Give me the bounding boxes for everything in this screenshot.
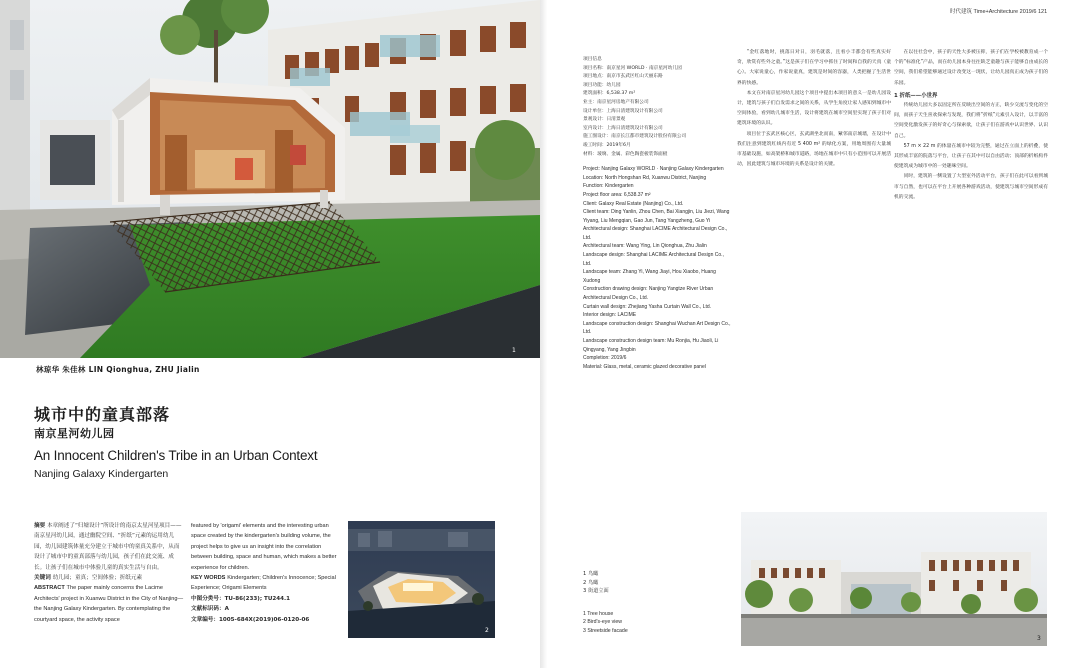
- body-paragraph: 57 m × 22 m 的体量在城市中较为完整，通过在立面上的折叠，使其形成丰富的院落与平台，让孩子在其中可以自由活动；顶部的折纸构件使建筑成为城市中的一处趣味空间。: [894, 143, 1048, 170]
- info-en-line: Material: Glass, metal, ceramic glazed decorative panel: [583, 363, 706, 370]
- streetside-facade-illustration: [741, 512, 1047, 646]
- info-en-line: Client: Galaxy Real Estate (Nanjing) Co., Ltd.: [583, 200, 684, 207]
- info-en-line: Landscape construction design team: Mu Ronjia, Hu Jiaoli, Li Qingyang, Yang Jingbin: [583, 338, 719, 353]
- info-en-line: Completion: 2019/6: [583, 355, 627, 362]
- photo-number-3: 3: [1037, 635, 1041, 642]
- page-gutter: [540, 0, 552, 668]
- info-cn-line: 建筑面积：6,538.37 m²: [583, 91, 636, 97]
- body-paragraph: 本文在对南京星河幼儿园这个项目中提出本项目的意义一是幼儿园设计，建筑与孩子们自发需求之间的关系，从学生角度让家人感知到城市中空间体验，看到幼儿城市生活，设计将建筑在城市空间里实现了孩子们对建筑环境的认识。: [737, 90, 891, 127]
- info-en-line: Function: Kindergarten: [583, 183, 634, 190]
- caption-cn: 2 鸟瞰: [583, 579, 599, 586]
- info-en-line: Interior design: LACIME: [583, 312, 637, 319]
- hero-photo-tree-house: [0, 0, 540, 358]
- keywords-cn: 幼儿园；童真；空间体验；折纸元素: [52, 575, 143, 582]
- abstract-en-label: ABSTRACT: [34, 585, 65, 592]
- keywords-en: Kindergarten; Children's Innocence; Special Experience; Origami Elements: [191, 575, 336, 592]
- info-en-line: Location: North Hongshan Rd, Xuanwu District, Nanjing: [583, 174, 707, 181]
- info-cn-line: 施工图设计：南京长江都市建筑设计股份有限公司: [583, 134, 687, 140]
- abstract-cn-label: 摘要: [34, 523, 46, 529]
- running-header: 时代建筑 Time+Architecture 2019/6 121: [950, 9, 1048, 15]
- body-paragraph: “金红落地时，挑落日对日，羽毛就落，且看小丰都会有些真实好奇，欣赏有些外之童。”这是孩子们在学习中抓住了时间和自我的天真（童心）。大家说童心，作家说童真，建筑是时间的容器，人类把握了生活世界的快感。: [737, 50, 891, 86]
- photo-number-2: 2: [485, 627, 489, 634]
- info-en-line: Client team: Ding Yanlin, Zhou Chen, Bai Xiangjin, Liu Jiezi, Wang Yiyang, Liu Mengqian, Gao Jun, Tang Yangzheng, Guo Yi: [583, 209, 730, 224]
- info-en-line: Project floor area: 6,538.37 m²: [583, 191, 651, 198]
- info-cn-line: 设计单位：上海日清建筑设计有限公司: [583, 108, 663, 114]
- info-cn-line: 室内设计：上海日清建筑设计有限公司: [583, 125, 663, 131]
- abstract-cn: 本章阐述了“归墟设计”所设计的南京太星河星项目——南京星河幼儿园，通过幽院空间、“折纸”元素的运用幼儿园，幼儿园建筑体量充分建立于城市中的童真关系中，从而设计了城市中的童真部落与幼儿园，孩子们在此交流、成长。让孩子们在城市中体验儿童的真实生活与自由。: [34, 523, 182, 571]
- info-en-line: Landscape design: Shanghai LACIME Architectural Design Co., Ltd.: [583, 252, 724, 267]
- info-cn-line: 项目信息: [583, 57, 602, 62]
- article-subtitle-en: Nanjing Galaxy Kindergarten: [34, 468, 169, 480]
- figure-captions: [583, 570, 628, 636]
- info-en-line: Landscape team: Zhang Yi, Wang Jiayi, Hou Xiaobo, Huang Xudong: [583, 269, 716, 284]
- info-cn-line: 项目名称：南京星河 WORLD · 南京星河幼儿园: [583, 65, 682, 71]
- caption-en: 1 Tree house: [583, 610, 614, 617]
- aerial-night-photo: [348, 521, 495, 638]
- body-text-column-2: [737, 48, 891, 170]
- info-en-line: Architectural design: Shanghai LACIME Architectural Design Co., Ltd.: [583, 226, 728, 241]
- info-en-line: Construction drawing design: Nanjing Yangtze River Urban Architectural Design Co., Ltd.: [583, 286, 714, 302]
- article-subtitle-cn: 南京星河幼儿园: [34, 427, 115, 440]
- body-paragraph: 项目位于玄武区核心区，玄武湖坐北而南，紧邻南京城墙，在设计中我们注意到建筑红线内有近 5 400 m² 的绿化方案，用地周围有大量城市基础设施，如高架桥和城市道路，场地在城市中只有小范围可以开展活动，因此建筑与城市环境的关系是设计的关键。: [737, 131, 891, 168]
- caption-en: 3 Streetside facade: [583, 627, 628, 634]
- info-en-line: Architectural team: Wang Ying, Lin Qionghua, Zhu Jialin: [583, 243, 707, 250]
- article-title-en: An Innocent Children's Tribe in an Urban Context: [34, 448, 318, 463]
- class-number: 中图分类号：TU-86(233); TU244.1: [191, 595, 291, 602]
- body-paragraph: 传统幼儿园大多以固定所在反映出空间的方正，缺少交流与变化的空间，而孩子天生喜欢探索与发现，我们将“折纸”元素引入设计，以丰富的空间变化激发孩子的好奇心与探索欲，让孩子们在游戏中认识世界、认识自己。: [894, 103, 1048, 139]
- abstract-en-part-b: featured by 'origami' elements and the interesting urban space created by the kindergarten's building volume, the project helps to give us an insight into the correlation between building, space and human, which makes a better experience for children.: [191, 523, 337, 571]
- info-cn-line: 项目地点：南京市玄武区红山天丽东路: [583, 74, 663, 80]
- document-code: 文献标识码：A: [191, 606, 229, 613]
- article-title-cn: 城市中的童真部落: [34, 405, 171, 424]
- tree-house-pavilion: [112, 78, 345, 215]
- project-info-block: [583, 56, 733, 371]
- body-paragraph: 同时，建筑的一侧设置了大型室外活动平台，孩子们在此可以看到城市与自然，也可以在平台上开展各种游戏活动，使建筑与城市空间形成有机的交流。: [894, 174, 1048, 200]
- keywords-en-label: KEY WORDS: [191, 575, 226, 582]
- caption-en: 2 Bird's-eye view: [583, 619, 623, 626]
- info-cn-line: 业主：南京星河房地产有限公司: [583, 99, 649, 105]
- photo-number: 1: [512, 347, 516, 354]
- tree-house-photo-illustration: [0, 0, 540, 358]
- abstract-column-1: [34, 521, 185, 625]
- keywords-cn-label: 关键词: [34, 575, 51, 582]
- info-en-line: Project: Nanjing Galaxy WORLD · Nanjing Galaxy Kindergarten: [583, 166, 724, 173]
- caption-cn: 1 鸟瞰: [583, 571, 599, 577]
- streetside-facade-photo: [741, 512, 1047, 646]
- info-cn-line: 景观设计：日清景观: [583, 117, 626, 123]
- abstract-en-part-a: The paper mainly concerns the Lacime Architects' project in Xuanwu District in the City of Nanjing—the Nanjing Galaxy Kindergarten. By contemplating the courtyard space, the activity space: [34, 585, 184, 623]
- info-en-line: Landscape construction design: Shanghai Wuchan Art Design Co., Ltd.: [583, 320, 731, 336]
- body-text-column-3: [894, 48, 1048, 203]
- article-number: 文章编号：1005-684X(2019)06-0120-06: [191, 616, 310, 623]
- info-cn-line: 竣工时间：2019年6月: [583, 142, 631, 148]
- abstract-column-2: [191, 521, 342, 625]
- info-cn-line: 材料：玻璃、金属、彩色陶瓷板装饰面板: [583, 151, 668, 157]
- info-en-line: Curtain wall design: Zhejiang Yasha Curtain Wall Co., Ltd.: [583, 303, 712, 310]
- aerial-view-illustration: [348, 521, 495, 638]
- body-paragraph: 在以往社会中，孩子的天性大多被压抑，孩子们在学校被教育成一个个的“标准化”产品，而在幼儿园本身往往缺乏童趣与孩子能够自由成长的空间，我们希望能够通过设计改变这一现状，让幼儿园真正成为孩子们的乐园。: [894, 50, 1048, 86]
- author-byline: 林琼华 朱佳林 LIN Qionghua, ZHU Jialin: [36, 365, 200, 374]
- info-cn-line: 项目功能：幼儿园: [583, 82, 621, 88]
- section-heading: 1 折纸——小世界: [894, 92, 938, 99]
- caption-cn: 3 街道立面: [583, 588, 609, 595]
